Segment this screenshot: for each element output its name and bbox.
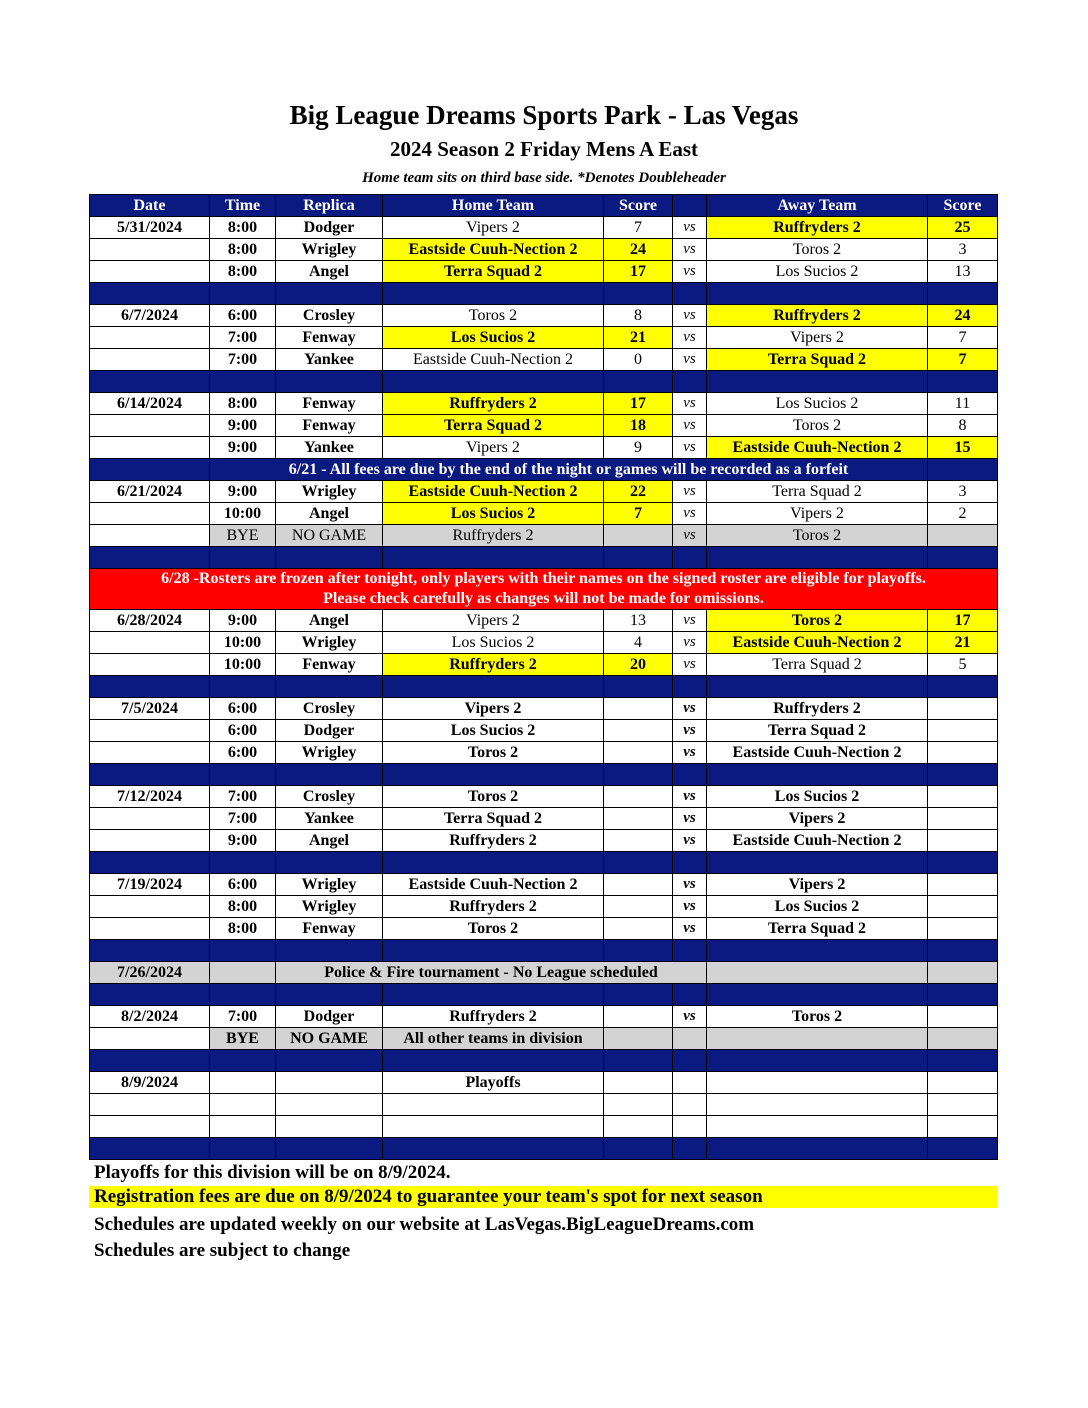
table-row [90, 261, 998, 283]
col-home-team: Home Team [383, 195, 604, 217]
replica-cell: Angel [276, 610, 383, 632]
spacer-row [90, 1138, 998, 1160]
away-score-cell: 5 [928, 654, 998, 676]
bye-cell: BYE [210, 525, 276, 547]
spacer-row [90, 371, 998, 393]
vs-cell: vs [673, 217, 707, 239]
spacer-row [90, 764, 998, 786]
subject-to-change-note: Schedules are subject to change [94, 1240, 351, 1261]
time-cell: 9:00 [210, 610, 276, 632]
page-subtitle: 2024 Season 2 Friday Mens A East [389, 137, 699, 161]
away-team-cell: Los Sucios 2 [707, 786, 928, 808]
table-row [90, 830, 998, 852]
home-score-cell [604, 918, 673, 940]
replica-cell: Angel [276, 503, 383, 525]
away-score-cell [928, 525, 998, 547]
home-score-cell [604, 720, 673, 742]
table-row [90, 632, 998, 654]
home-score-cell [604, 786, 673, 808]
home-team-cell: Terra Squad 2 [383, 261, 604, 283]
away-team-cell: Eastside Cuuh-Nection 2 [707, 632, 928, 654]
away-score-cell: 11 [928, 393, 998, 415]
home-team-cell: Terra Squad 2 [383, 415, 604, 437]
time-cell: 6:00 [210, 305, 276, 327]
date-cell [90, 261, 210, 283]
date-cell [90, 896, 210, 918]
time-cell: 6:00 [210, 720, 276, 742]
replica-cell: Fenway [276, 654, 383, 676]
away-team-cell: Eastside Cuuh-Nection 2 [707, 742, 928, 764]
home-score-cell: 17 [604, 393, 673, 415]
time-cell: 8:00 [210, 239, 276, 261]
table-row [90, 217, 998, 239]
time-cell: 8:00 [210, 261, 276, 283]
away-team-cell: Toros 2 [707, 239, 928, 261]
date-cell [90, 742, 210, 764]
table-row [90, 918, 998, 940]
home-team-cell: Ruffryders 2 [383, 830, 604, 852]
col-vs [673, 195, 707, 217]
away-score-cell [928, 962, 998, 984]
away-score-cell: 13 [928, 261, 998, 283]
vs-cell [673, 1072, 707, 1094]
no-game-cell: NO GAME [276, 1028, 383, 1050]
spacer-row [90, 676, 998, 698]
date-cell [90, 503, 210, 525]
replica-cell: Dodger [276, 720, 383, 742]
away-score-cell [928, 830, 998, 852]
time-cell: 7:00 [210, 349, 276, 371]
playoffs-note: Playoffs for this division will be on 8/9/2024. [94, 1162, 451, 1183]
replica-cell: Yankee [276, 808, 383, 830]
table-row [90, 610, 998, 632]
roster-alert [90, 569, 998, 610]
away-score-cell [928, 1072, 998, 1094]
table-row [90, 503, 998, 525]
table-row [90, 239, 998, 261]
home-team-cell: Ruffryders 2 [383, 654, 604, 676]
home-team-cell: Toros 2 [383, 786, 604, 808]
date-cell: 5/31/2024 [90, 217, 210, 239]
home-score-cell [604, 874, 673, 896]
col-date: Date [90, 195, 210, 217]
home-score-cell: 17 [604, 261, 673, 283]
time-cell: 7:00 [210, 808, 276, 830]
date-cell: 8/9/2024 [90, 1072, 210, 1094]
home-score-cell: 21 [604, 327, 673, 349]
date-cell [90, 437, 210, 459]
away-score-cell: 24 [928, 305, 998, 327]
home-team-cell: Ruffryders 2 [383, 525, 604, 547]
away-score-cell [928, 918, 998, 940]
away-score-cell [928, 896, 998, 918]
home-team-cell: Ruffryders 2 [383, 1006, 604, 1028]
home-team-cell: Vipers 2 [383, 698, 604, 720]
home-team-cell: Eastside Cuuh-Nection 2 [383, 481, 604, 503]
home-team-cell: Eastside Cuuh-Nection 2 [383, 349, 604, 371]
home-score-cell: 24 [604, 239, 673, 261]
away-score-cell [928, 1006, 998, 1028]
home-team-cell: Los Sucios 2 [383, 632, 604, 654]
date-cell: 7/12/2024 [90, 786, 210, 808]
table-row [90, 742, 998, 764]
away-team-cell: Toros 2 [707, 525, 928, 547]
table-row [90, 896, 998, 918]
home-score-cell [604, 1072, 673, 1094]
vs-cell: vs [673, 481, 707, 503]
vs-cell: vs [673, 918, 707, 940]
date-cell: 7/5/2024 [90, 698, 210, 720]
table-row [90, 1072, 998, 1094]
vs-cell: vs [673, 525, 707, 547]
date-cell: 6/14/2024 [90, 393, 210, 415]
home-score-cell: 8 [604, 305, 673, 327]
away-score-cell: 15 [928, 437, 998, 459]
replica-cell: Dodger [276, 217, 383, 239]
away-score-cell: 17 [928, 610, 998, 632]
away-score-cell: 7 [928, 349, 998, 371]
away-score-cell [928, 808, 998, 830]
away-team-cell: Toros 2 [707, 1006, 928, 1028]
away-team-cell: Toros 2 [707, 415, 928, 437]
time-cell: 9:00 [210, 437, 276, 459]
time-cell: 10:00 [210, 503, 276, 525]
time-cell: 6:00 [210, 742, 276, 764]
away-score-cell [928, 742, 998, 764]
table-row [90, 874, 998, 896]
time-cell: 10:00 [210, 654, 276, 676]
away-score-cell: 7 [928, 327, 998, 349]
replica-cell: Fenway [276, 327, 383, 349]
vs-cell: vs [673, 503, 707, 525]
home-team-cell: Los Sucios 2 [383, 503, 604, 525]
away-team-cell: Ruffryders 2 [707, 305, 928, 327]
time-cell: 8:00 [210, 217, 276, 239]
home-team-cell: Ruffryders 2 [383, 896, 604, 918]
time-cell: 7:00 [210, 1006, 276, 1028]
away-score-cell: 2 [928, 503, 998, 525]
table-row [90, 698, 998, 720]
home-team-note: Home team sits on third base side. *Denotes Doubleheader [362, 170, 726, 186]
bye-cell: BYE [210, 1028, 276, 1050]
home-score-cell: 22 [604, 481, 673, 503]
vs-cell: vs [673, 261, 707, 283]
away-score-cell [928, 874, 998, 896]
home-score-cell: 13 [604, 610, 673, 632]
date-cell [90, 239, 210, 261]
table-row [90, 393, 998, 415]
time-cell: 10:00 [210, 632, 276, 654]
time-cell: 8:00 [210, 393, 276, 415]
away-team-cell [707, 962, 928, 984]
vs-cell [673, 1028, 707, 1050]
bye-row [90, 525, 998, 547]
spacer-row [90, 984, 998, 1006]
replica-cell: Dodger [276, 1006, 383, 1028]
away-score-cell: 3 [928, 239, 998, 261]
replica-cell: Yankee [276, 437, 383, 459]
vs-cell: vs [673, 698, 707, 720]
home-score-cell [604, 1028, 673, 1050]
spacer-row [90, 547, 998, 569]
vs-cell: vs [673, 742, 707, 764]
replica-cell: Wrigley [276, 742, 383, 764]
replica-cell: Yankee [276, 349, 383, 371]
home-team-cell: Los Sucios 2 [383, 327, 604, 349]
replica-cell: Fenway [276, 918, 383, 940]
home-team-cell: Eastside Cuuh-Nection 2 [383, 239, 604, 261]
away-team-cell: Eastside Cuuh-Nection 2 [707, 437, 928, 459]
home-score-cell [604, 742, 673, 764]
home-team-cell: Toros 2 [383, 742, 604, 764]
away-team-cell [707, 1028, 928, 1050]
table-row [90, 349, 998, 371]
away-team-cell: Vipers 2 [707, 874, 928, 896]
table-row [90, 786, 998, 808]
vs-cell: vs [673, 349, 707, 371]
date-cell [90, 327, 210, 349]
vs-cell: vs [673, 874, 707, 896]
away-score-cell [928, 698, 998, 720]
away-team-cell: Los Sucios 2 [707, 261, 928, 283]
away-team-cell: Terra Squad 2 [707, 918, 928, 940]
away-team-cell: Vipers 2 [707, 808, 928, 830]
vs-cell: vs [673, 393, 707, 415]
away-team-cell: Terra Squad 2 [707, 654, 928, 676]
away-score-cell [928, 786, 998, 808]
vs-cell: vs [673, 415, 707, 437]
home-score-cell: 7 [604, 503, 673, 525]
date-cell [90, 415, 210, 437]
table-row [90, 415, 998, 437]
time-cell: 7:00 [210, 327, 276, 349]
roster-alert-line-2: Please check carefully as changes will not be made for omissions. [323, 590, 764, 607]
no-game-cell: NO GAME [276, 525, 383, 547]
home-score-cell: 7 [604, 217, 673, 239]
home-team-cell: Vipers 2 [383, 217, 604, 239]
date-cell: 6/7/2024 [90, 305, 210, 327]
away-score-cell [928, 720, 998, 742]
replica-cell: Wrigley [276, 896, 383, 918]
date-cell [90, 720, 210, 742]
time-cell: 7:00 [210, 786, 276, 808]
col-home-score: Score [604, 195, 673, 217]
table-header-row [90, 195, 998, 217]
home-team-cell: Toros 2 [383, 918, 604, 940]
replica-cell: Angel [276, 830, 383, 852]
home-score-cell: 0 [604, 349, 673, 371]
away-team-cell: Terra Squad 2 [707, 481, 928, 503]
home-score-cell [604, 896, 673, 918]
table-row [90, 720, 998, 742]
away-team-cell: Terra Squad 2 [707, 720, 928, 742]
time-cell: 6:00 [210, 874, 276, 896]
time-cell [210, 962, 276, 984]
website-note: Schedules are updated weekly on our website at LasVegas.BigLeagueDreams.com [94, 1214, 755, 1235]
vs-cell: vs [673, 786, 707, 808]
replica-cell: Fenway [276, 393, 383, 415]
vs-cell: vs [673, 808, 707, 830]
time-cell [210, 1072, 276, 1094]
away-score-cell: 8 [928, 415, 998, 437]
registration-note: Registration fees are due on 8/9/2024 to guarantee your team's spot for next season [89, 1186, 998, 1208]
vs-cell: vs [673, 305, 707, 327]
spacer-row [90, 1050, 998, 1072]
home-team-cell: Ruffryders 2 [383, 393, 604, 415]
home-score-cell [604, 808, 673, 830]
away-team-cell: Los Sucios 2 [707, 896, 928, 918]
time-cell: 9:00 [210, 481, 276, 503]
home-score-cell: 9 [604, 437, 673, 459]
time-cell: 9:00 [210, 415, 276, 437]
tournament-note: Police & Fire tournament - No League scheduled [276, 962, 707, 984]
col-away-team: Away Team [707, 195, 928, 217]
notice-spacer [90, 459, 210, 481]
home-score-cell [604, 525, 673, 547]
away-team-cell: Toros 2 [707, 610, 928, 632]
date-cell [90, 654, 210, 676]
date-cell: 6/21/2024 [90, 481, 210, 503]
away-team-cell: Eastside Cuuh-Nection 2 [707, 830, 928, 852]
table-row [90, 327, 998, 349]
away-score-cell: 25 [928, 217, 998, 239]
vs-cell: vs [673, 437, 707, 459]
table-row [90, 437, 998, 459]
home-team-cell: Playoffs [383, 1072, 604, 1094]
roster-alert-line-1: 6/28 -Rosters are frozen after tonight, only players with their names on the signed roster are eligible for playoffs. [161, 570, 926, 587]
away-team-cell: Terra Squad 2 [707, 349, 928, 371]
time-cell: 8:00 [210, 918, 276, 940]
col-replica: Replica [276, 195, 383, 217]
replica-cell: Wrigley [276, 632, 383, 654]
replica-cell: Angel [276, 261, 383, 283]
vs-cell: vs [673, 896, 707, 918]
away-team-cell: Vipers 2 [707, 503, 928, 525]
spacer-row [90, 283, 998, 305]
roster-alert-row [90, 569, 998, 610]
table-row [90, 654, 998, 676]
fees-notice-row [90, 459, 998, 481]
replica-cell: Crosley [276, 698, 383, 720]
home-score-cell [604, 1006, 673, 1028]
away-team-cell: Los Sucios 2 [707, 393, 928, 415]
home-team-cell: Vipers 2 [383, 610, 604, 632]
tournament-row [90, 962, 998, 984]
home-team-cell: Los Sucios 2 [383, 720, 604, 742]
vs-cell: vs [673, 830, 707, 852]
table-row [90, 1116, 998, 1138]
vs-cell: vs [673, 654, 707, 676]
fees-notice: 6/21 - All fees are due by the end of the night or games will be recorded as a forfeit [210, 459, 928, 481]
date-cell [90, 632, 210, 654]
date-cell [90, 1028, 210, 1050]
time-cell: 6:00 [210, 698, 276, 720]
time-cell: 8:00 [210, 896, 276, 918]
page-title: Big League Dreams Sports Park - Las Vegas [289, 100, 799, 130]
date-cell [90, 349, 210, 371]
table-row [90, 481, 998, 503]
vs-cell: vs [673, 327, 707, 349]
vs-cell: vs [673, 239, 707, 261]
away-team-cell: Ruffryders 2 [707, 698, 928, 720]
date-cell [90, 830, 210, 852]
home-score-cell [604, 830, 673, 852]
bye-row [90, 1028, 998, 1050]
schedule-table [89, 194, 998, 1160]
date-cell [90, 918, 210, 940]
date-cell: 8/2/2024 [90, 1006, 210, 1028]
notice-spacer [928, 459, 998, 481]
away-team-cell [707, 1072, 928, 1094]
away-score-cell: 21 [928, 632, 998, 654]
table-row [90, 808, 998, 830]
away-score-cell [928, 1028, 998, 1050]
spacer-row [90, 940, 998, 962]
home-team-cell: Terra Squad 2 [383, 808, 604, 830]
col-time: Time [210, 195, 276, 217]
replica-cell: Fenway [276, 415, 383, 437]
replica-cell: Wrigley [276, 874, 383, 896]
replica-cell [276, 1072, 383, 1094]
date-cell: 7/19/2024 [90, 874, 210, 896]
away-team-cell: Ruffryders 2 [707, 217, 928, 239]
home-team-cell: Toros 2 [383, 305, 604, 327]
replica-cell: Crosley [276, 305, 383, 327]
vs-cell: vs [673, 632, 707, 654]
table-row [90, 305, 998, 327]
replica-cell: Crosley [276, 786, 383, 808]
date-cell: 6/28/2024 [90, 610, 210, 632]
replica-cell: Wrigley [276, 239, 383, 261]
date-cell [90, 525, 210, 547]
vs-cell: vs [673, 610, 707, 632]
col-away-score: Score [928, 195, 998, 217]
replica-cell: Wrigley [276, 481, 383, 503]
away-score-cell: 3 [928, 481, 998, 503]
vs-cell: vs [673, 720, 707, 742]
away-team-cell: Vipers 2 [707, 327, 928, 349]
home-score-cell: 18 [604, 415, 673, 437]
time-cell: 9:00 [210, 830, 276, 852]
home-score-cell: 20 [604, 654, 673, 676]
home-score-cell [604, 698, 673, 720]
date-cell [90, 808, 210, 830]
table-row [90, 1006, 998, 1028]
home-team-cell: Vipers 2 [383, 437, 604, 459]
home-team-cell: Eastside Cuuh-Nection 2 [383, 874, 604, 896]
table-row [90, 1094, 998, 1116]
spacer-row [90, 852, 998, 874]
date-cell: 7/26/2024 [90, 962, 210, 984]
home-score-cell: 4 [604, 632, 673, 654]
home-team-cell: All other teams in division [383, 1028, 604, 1050]
vs-cell: vs [673, 1006, 707, 1028]
